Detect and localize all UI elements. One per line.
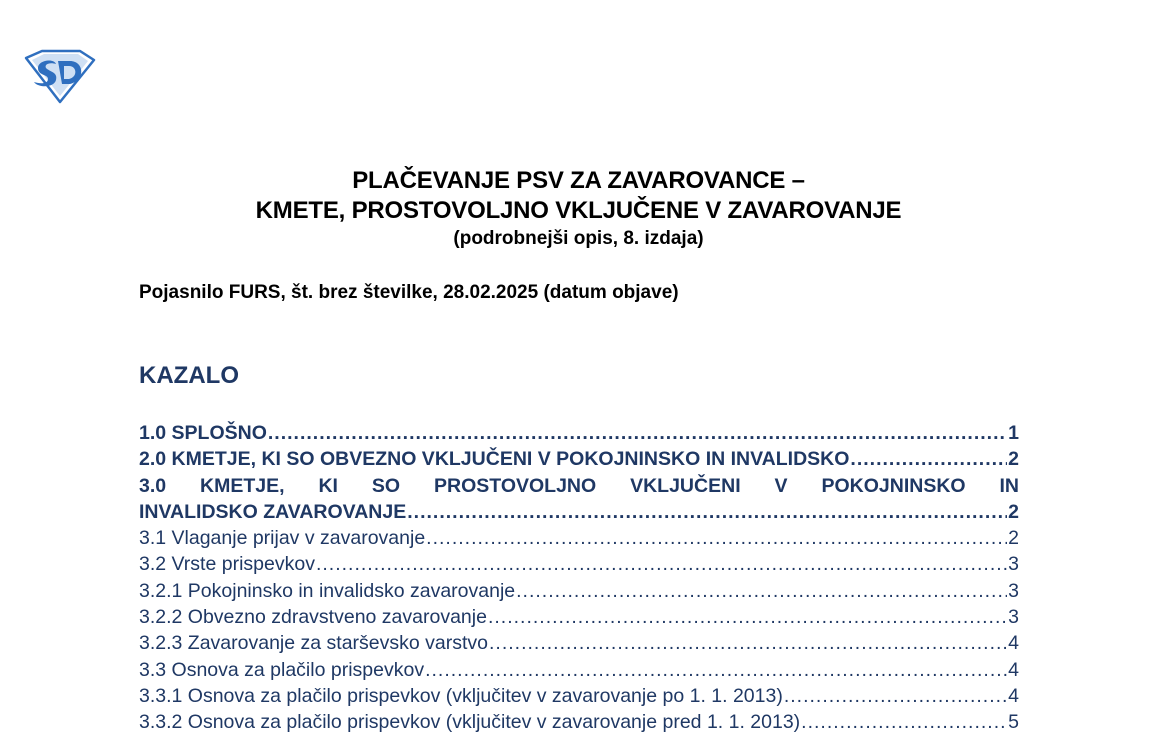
toc-entry-3-3[interactable] (139, 657, 1019, 683)
toc-entry-3-2-3[interactable] (139, 630, 1019, 656)
toc-leader-dots (268, 420, 1007, 446)
shield-sd-logo-icon (22, 48, 96, 104)
toc-entry-3-2-1[interactable] (139, 578, 1019, 604)
toc-leader-dots (850, 446, 1007, 472)
toc-leader-dots (801, 709, 1007, 735)
toc-entry-3-3-2[interactable] (139, 709, 1019, 735)
document-reference: Pojasnilo FURS, št. brez številke, 28.02.2025 (datum objave) (139, 282, 679, 303)
toc-entry-page: 2 (1008, 500, 1019, 523)
toc-entry-page: 4 (1008, 684, 1019, 707)
document-subtitle: (podrobnejši opis, 8. izdaja) (453, 228, 704, 249)
toc-entry-3-3-1[interactable] (139, 683, 1019, 709)
toc-entry-label: 3.1 Vlaganje prijav v zavarovanje (139, 527, 426, 550)
toc-leader-dots (407, 499, 1007, 525)
toc-leader-dots (316, 551, 1007, 577)
toc-leader-dots (784, 683, 1007, 709)
toc-entry-3-1[interactable] (139, 525, 1019, 551)
toc-entry-page: 4 (1008, 658, 1019, 681)
toc-entry-2-0[interactable] (139, 446, 1019, 472)
toc-leader-dots (516, 578, 1007, 604)
toc-entry-page: 2 (1008, 527, 1019, 550)
toc-entry-label: 3.2 Vrste prispevkov (139, 553, 315, 576)
document-title-line-2: KMETE, PROSTOVOLJNO VKLJUČENE V ZAVAROVANJE (255, 197, 902, 224)
toc-entry-page: 5 (1008, 711, 1019, 734)
toc-entry-label: 3.2.3 Zavarovanje za starševsko varstvo (139, 632, 488, 655)
toc-entry-page: 3 (1008, 606, 1019, 629)
toc-entry-label: 1.0 SPLOŠNO (139, 422, 267, 444)
toc-entry-label: 3.2.2 Obvezno zdravstveno zavarovanje (139, 606, 487, 629)
toc-entry-3-0[interactable] (139, 499, 1019, 525)
toc-leader-dots (425, 657, 1007, 683)
toc-entry-3-2-2[interactable] (139, 604, 1019, 630)
toc-leader-dots (488, 604, 1007, 630)
toc-entry-page: 4 (1008, 632, 1019, 655)
toc-entry-label: 3.2.1 Pokojninsko in invalidsko zavarovanje (139, 579, 516, 602)
toc-entry-page: 3 (1008, 553, 1019, 576)
toc-entry-label: 3.3 Osnova za plačilo prispevkov (139, 658, 425, 681)
toc-entry-label: 3.3.2 Osnova za plačilo prispevkov (vključitev v zavarovanje pred 1. 1. 2013) (139, 711, 801, 734)
toc-entry-3-0-line-1[interactable] (139, 473, 1019, 499)
toc-entry-3-2[interactable] (139, 551, 1019, 577)
table-of-contents (139, 420, 1019, 736)
document-title-block (0, 166, 1157, 252)
toc-entry-1-0[interactable] (139, 420, 1019, 446)
toc-entry-page: 1 (1008, 422, 1019, 444)
toc-entry-label: 2.0 KMETJE, KI SO OBVEZNO VKLJUČENI V POKOJNINSKO IN INVALIDSKO (139, 448, 850, 471)
toc-entry-label: INVALIDSKO ZAVAROVANJE (139, 500, 407, 523)
toc-leader-dots (489, 630, 1007, 656)
toc-leader-dots (426, 525, 1007, 551)
document-title-line-1: PLAČEVANJE PSV ZA ZAVAROVANCE – (352, 167, 805, 194)
toc-entry-label: 3.3.1 Osnova za plačilo prispevkov (vključitev v zavarovanje po 1. 1. 2013) (139, 684, 783, 707)
toc-entry-label-line-1: 3.0 KMETJE, KI SO PROSTOVOLJNO VKLJUČENI V POKOJNINSKO IN (139, 474, 1019, 497)
toc-heading: KAZALO (139, 362, 239, 389)
toc-entry-page: 3 (1008, 579, 1019, 602)
toc-entry-page: 2 (1008, 448, 1019, 471)
